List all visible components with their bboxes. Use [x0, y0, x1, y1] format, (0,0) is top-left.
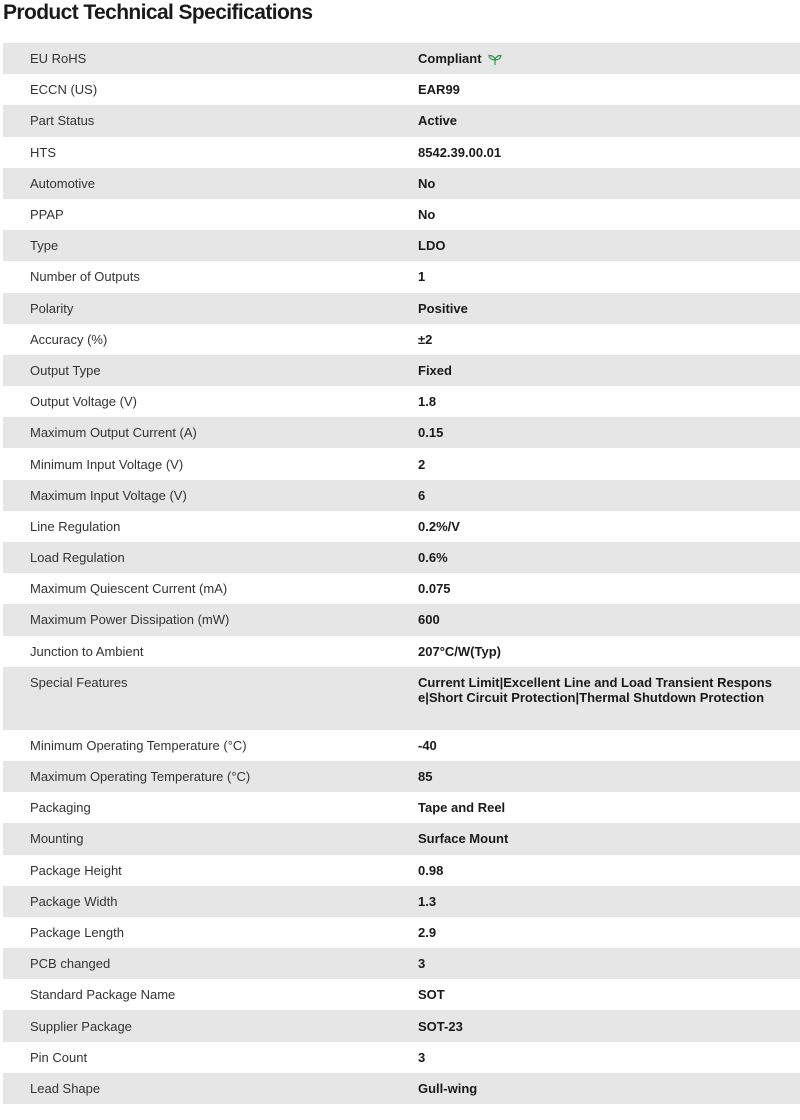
table-row — [3, 293, 800, 324]
spec-label: Maximum Quiescent Current (mA) — [3, 573, 418, 604]
spec-value: 0.075 — [418, 573, 800, 604]
spec-value-cell — [418, 43, 800, 74]
spec-value: 1 — [418, 261, 800, 292]
spec-table — [3, 43, 800, 1104]
spec-label: Pin Count — [3, 1042, 418, 1073]
spec-label: Maximum Power Dissipation (mW) — [3, 604, 418, 635]
spec-value: 85 — [418, 761, 800, 792]
spec-value: Compliant — [418, 51, 482, 67]
spec-label: Maximum Input Voltage (V) — [3, 480, 418, 511]
spec-value: 3 — [418, 948, 800, 979]
spec-label: Junction to Ambient — [3, 636, 418, 667]
table-row — [3, 761, 800, 792]
spec-label: PCB changed — [3, 948, 418, 979]
table-row — [3, 730, 800, 761]
spec-value: No — [418, 168, 800, 199]
spec-value: 2 — [418, 448, 800, 479]
table-row — [3, 355, 800, 386]
table-row — [3, 1010, 800, 1041]
table-row — [3, 917, 800, 948]
table-row — [3, 979, 800, 1010]
spec-label: Package Height — [3, 855, 418, 886]
table-row — [3, 105, 800, 136]
spec-value: Fixed — [418, 355, 800, 386]
spec-label: Lead Shape — [3, 1073, 418, 1104]
spec-value: 0.6% — [418, 542, 800, 573]
table-row — [3, 542, 800, 573]
spec-label: EU RoHS — [3, 43, 418, 74]
spec-value: Active — [418, 105, 800, 136]
table-row — [3, 948, 800, 979]
table-row — [3, 199, 800, 230]
table-row — [3, 230, 800, 261]
spec-value: EAR99 — [418, 74, 800, 105]
table-row — [3, 573, 800, 604]
table-row — [3, 386, 800, 417]
spec-value: Current Limit|Excellent Line and Load Transient Response|Short Circuit Protection|Thermal Shutdown Protection — [418, 667, 800, 730]
table-row — [3, 137, 800, 168]
table-row — [3, 667, 800, 730]
spec-value: LDO — [418, 230, 800, 261]
spec-label: Minimum Input Voltage (V) — [3, 448, 418, 479]
spec-label: Type — [3, 230, 418, 261]
spec-value: Positive — [418, 293, 800, 324]
spec-value: Surface Mount — [418, 823, 800, 854]
spec-value: Tape and Reel — [418, 792, 800, 823]
spec-label: Maximum Output Current (A) — [3, 417, 418, 448]
spec-value: 2.9 — [418, 917, 800, 948]
spec-value: -40 — [418, 730, 800, 761]
spec-value: 3 — [418, 1042, 800, 1073]
table-row — [3, 511, 800, 542]
spec-label: Maximum Operating Temperature (°C) — [3, 761, 418, 792]
spec-label: Supplier Package — [3, 1010, 418, 1041]
table-row — [3, 324, 800, 355]
spec-value: 6 — [418, 480, 800, 511]
spec-label: Output Type — [3, 355, 418, 386]
table-row — [3, 792, 800, 823]
spec-label: Polarity — [3, 293, 418, 324]
table-row — [3, 855, 800, 886]
spec-label: Load Regulation — [3, 542, 418, 573]
spec-value: 1.8 — [418, 386, 800, 417]
spec-value: No — [418, 199, 800, 230]
table-row — [3, 1042, 800, 1073]
spec-label: Standard Package Name — [3, 979, 418, 1010]
spec-label: Special Features — [3, 667, 418, 730]
spec-value: 600 — [418, 604, 800, 635]
spec-value: 8542.39.00.01 — [418, 137, 800, 168]
spec-label: Accuracy (%) — [3, 324, 418, 355]
spec-label: Minimum Operating Temperature (°C) — [3, 730, 418, 761]
spec-label: Mounting — [3, 823, 418, 854]
table-row — [3, 43, 800, 74]
spec-value: SOT — [418, 979, 800, 1010]
leaf-icon — [488, 54, 502, 66]
spec-label: Package Width — [3, 886, 418, 917]
table-row — [3, 448, 800, 479]
spec-value: 1.3 — [418, 886, 800, 917]
table-row — [3, 261, 800, 292]
spec-label: Packaging — [3, 792, 418, 823]
spec-label: HTS — [3, 137, 418, 168]
table-row — [3, 168, 800, 199]
table-row — [3, 417, 800, 448]
spec-label: Line Regulation — [3, 511, 418, 542]
spec-table-body — [3, 43, 800, 1104]
table-row — [3, 480, 800, 511]
spec-label: PPAP — [3, 199, 418, 230]
spec-value: SOT-23 — [418, 1010, 800, 1041]
table-row — [3, 823, 800, 854]
spec-label: Package Length — [3, 917, 418, 948]
page-title: Product Technical Specifications — [3, 1, 313, 24]
spec-label: Part Status — [3, 105, 418, 136]
spec-label: Output Voltage (V) — [3, 386, 418, 417]
table-row — [3, 1073, 800, 1104]
spec-label: Automotive — [3, 168, 418, 199]
spec-value: ±2 — [418, 324, 800, 355]
spec-value: 0.15 — [418, 417, 800, 448]
spec-value: Gull-wing — [418, 1073, 800, 1104]
spec-label: ECCN (US) — [3, 74, 418, 105]
table-row — [3, 604, 800, 635]
spec-value: 0.98 — [418, 855, 800, 886]
spec-value: 207°C/W(Typ) — [418, 636, 800, 667]
spec-value: 0.2%/V — [418, 511, 800, 542]
table-row — [3, 636, 800, 667]
table-row — [3, 886, 800, 917]
spec-label: Number of Outputs — [3, 261, 418, 292]
table-row — [3, 74, 800, 105]
